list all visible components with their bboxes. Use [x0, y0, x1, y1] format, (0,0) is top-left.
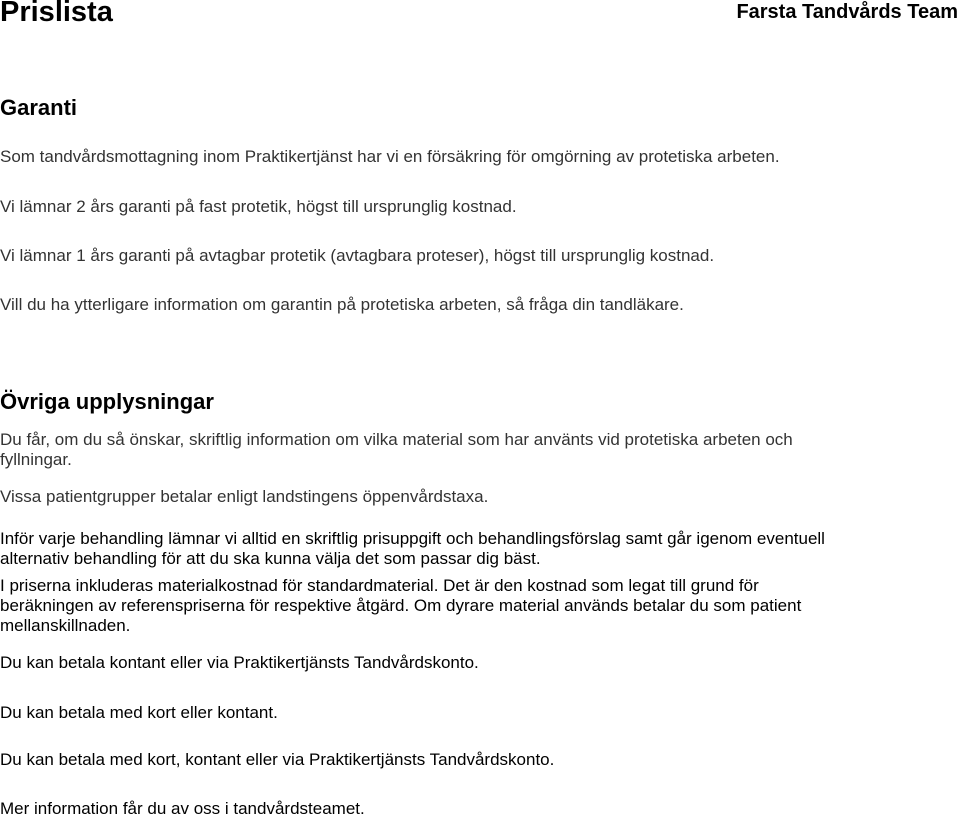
garanti-paragraph: Vi lämnar 1 års garanti på avtagbar protetik (avtagbara proteser), högst till ursprunglig kostnad. [0, 246, 715, 265]
ovriga-paragraph: Mer information får du av oss i tandvårdsteamet. [0, 799, 365, 818]
garanti-paragraph: Vill du ha ytterligare information om garantin på protetiska arbeten, så fråga din tandläkare. [0, 295, 684, 314]
ovriga-paragraph: Du kan betala kontant eller via Praktikertjänsts Tandvårdskonto. [0, 653, 479, 672]
page-title: Prislista [0, 0, 113, 28]
ovriga-paragraph: Vissa patientgrupper betalar enligt landstingens öppenvårdstaxa. [0, 487, 489, 506]
ovriga-paragraph-line: mellanskillnaden. [0, 616, 131, 635]
garanti-paragraph: Vi lämnar 2 års garanti på fast protetik, högst till ursprunglig kostnad. [0, 197, 517, 216]
ovriga-paragraph-line: Du får, om du så önskar, skriftlig information om vilka material som har använts vid protetiska arbeten och [0, 430, 793, 449]
ovriga-paragraph-line: alternativ behandling för att du ska kunna välja det som passar dig bäst. [0, 549, 541, 568]
section-heading-garanti: Garanti [0, 95, 78, 120]
garanti-paragraph: Som tandvårdsmottagning inom Praktikertjänst har vi en försäkring för omgörning av protetiska arbeten. [0, 147, 780, 166]
ovriga-paragraph-line: beräkningen av referenspriserna för respektive åtgärd. Om dyrare material används betalar du som patient [0, 596, 802, 615]
ovriga-paragraph-line: I priserna inkluderas materialkostnad för standardmaterial. Det är den kostnad som legat till grund för [0, 576, 759, 595]
ovriga-paragraph: Du kan betala med kort, kontant eller via Praktikertjänsts Tandvårdskonto. [0, 750, 555, 769]
section-heading-ovriga: Övriga upplysningar [0, 389, 214, 414]
ovriga-paragraph-line: fyllningar. [0, 450, 72, 469]
ovriga-paragraph: Du kan betala med kort eller kontant. [0, 703, 278, 722]
team-name: Farsta Tandvårds Team [736, 1, 958, 23]
ovriga-paragraph-line: Inför varje behandling lämnar vi alltid en skriftlig prisuppgift och behandlingsförslag samt går igenom eventuell [0, 529, 825, 548]
